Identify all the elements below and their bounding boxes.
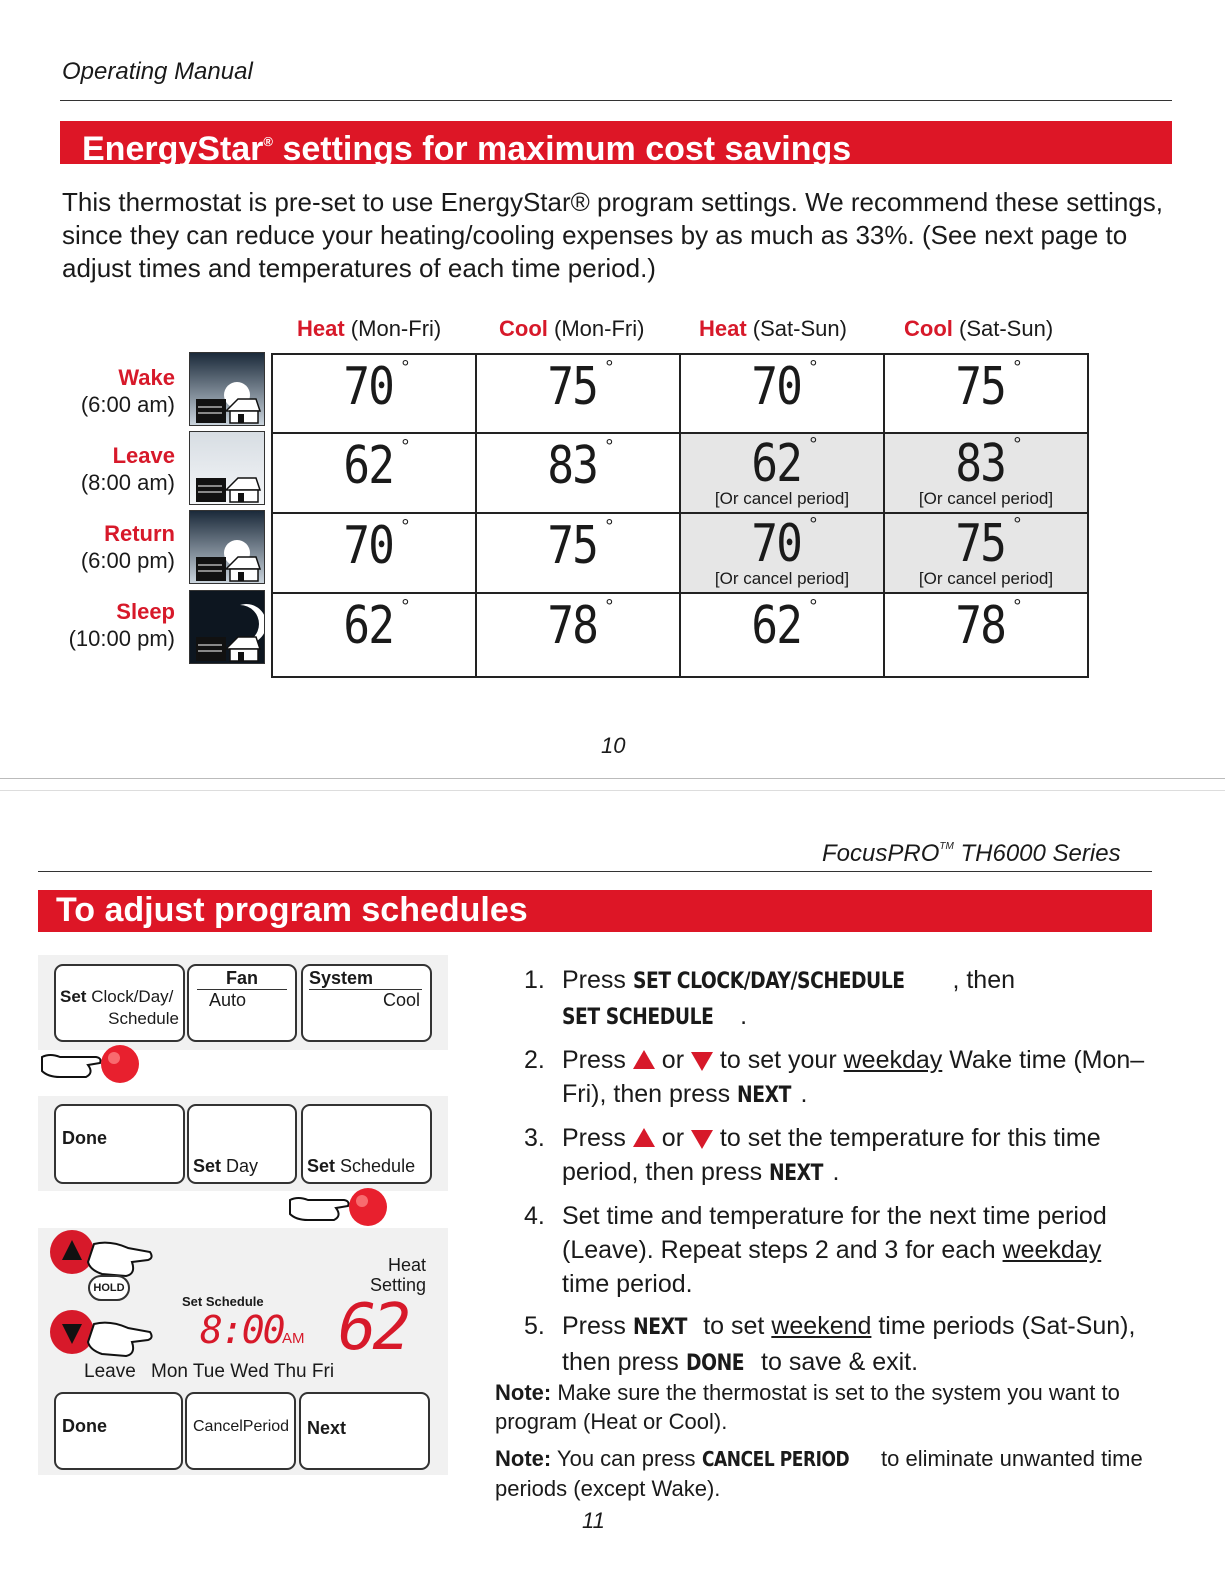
table-cell bbox=[885, 594, 1087, 676]
schedule-time-display: 8:00 bbox=[200, 1308, 284, 1352]
set-schedule-indicator: Set Schedule bbox=[182, 1294, 264, 1309]
column-days: (Mon-Fri) bbox=[344, 316, 442, 341]
setting-label: Setting bbox=[369, 1275, 426, 1295]
note-system bbox=[495, 1378, 1155, 1436]
cancel-period-button[interactable]: CancelPeriod bbox=[185, 1392, 296, 1470]
note-label: Note: bbox=[495, 1446, 552, 1471]
table-cell bbox=[477, 434, 681, 514]
table-cell bbox=[477, 355, 681, 434]
house-sunset-icon bbox=[189, 510, 265, 584]
period-leave bbox=[40, 442, 175, 496]
column-heat-weekday bbox=[297, 316, 441, 342]
down-arrow-icon bbox=[691, 1052, 713, 1071]
house-moon-icon bbox=[189, 590, 265, 664]
registered-mark: ® bbox=[263, 134, 273, 149]
table-cell bbox=[477, 594, 681, 676]
step-4 bbox=[524, 1199, 1154, 1301]
header-rule bbox=[38, 871, 1152, 872]
set-schedule-button[interactable] bbox=[301, 1104, 432, 1184]
column-cool-weekday bbox=[499, 316, 644, 342]
step-5 bbox=[524, 1309, 1154, 1381]
page-divider bbox=[0, 778, 1225, 779]
hold-button[interactable]: HOLD bbox=[88, 1275, 130, 1301]
set-clock-day-schedule-button[interactable] bbox=[54, 964, 185, 1042]
pointing-hand-icon bbox=[286, 1186, 396, 1233]
up-arrow-icon bbox=[633, 1128, 655, 1147]
column-heat-weekend bbox=[699, 316, 847, 342]
period-wake bbox=[40, 364, 175, 418]
temp-value: 70 bbox=[751, 357, 801, 417]
degree-symbol: ° bbox=[1013, 357, 1022, 379]
degree-symbol: ° bbox=[1013, 434, 1022, 456]
table-cell bbox=[681, 355, 885, 434]
step-text: Press or to set your weekday Wake time (Mon–Fri), then press NEXT . bbox=[562, 1046, 1145, 1108]
cancel-period-note: [Or cancel period] bbox=[714, 569, 850, 588]
degree-symbol: ° bbox=[809, 596, 818, 618]
temp-value: 83 bbox=[955, 434, 1005, 494]
period-time: (6:00 am) bbox=[80, 392, 175, 417]
cancel-period-note: [Or cancel period] bbox=[918, 569, 1054, 588]
step-number: 5. bbox=[524, 1312, 545, 1340]
period-name: Leave bbox=[112, 443, 175, 468]
set-label: Set bbox=[307, 1156, 336, 1176]
degree-symbol: ° bbox=[809, 434, 818, 456]
temp-value: 75 bbox=[955, 357, 1005, 417]
adjust-schedules-banner: To adjust program schedules bbox=[38, 890, 1152, 932]
degree-symbol: ° bbox=[809, 357, 818, 379]
intro-paragraph: This thermostat is pre-set to use EnergyStar® program settings. We recommend these settings, since they can reduce your heating/cooling expenses by as much as 33%. (See next page to adjust times and temperatures of each time period.) bbox=[62, 187, 1164, 283]
temp-value: 78 bbox=[547, 596, 597, 656]
cancel-period-note: [Or cancel period] bbox=[918, 489, 1054, 508]
fan-label: Fan bbox=[197, 966, 287, 990]
temp-value: 83 bbox=[547, 436, 597, 496]
trademark-mark: TM bbox=[939, 841, 954, 852]
temp-value: 70 bbox=[343, 516, 393, 576]
degree-symbol: ° bbox=[605, 596, 614, 618]
temp-value: 70 bbox=[343, 357, 393, 417]
temp-value: 78 bbox=[955, 596, 1005, 656]
system-label: System bbox=[309, 966, 422, 990]
house-day-icon bbox=[189, 431, 265, 505]
temp-value: 75 bbox=[547, 516, 597, 576]
column-mode: Cool bbox=[904, 316, 953, 341]
setpoint-temp-display: 62 bbox=[338, 1291, 408, 1365]
series-header bbox=[822, 840, 1121, 868]
note-cancel-period: Note: You can press CANCEL PERIOD to eliminate unwanted time periods (except Wake). bbox=[495, 1446, 1143, 1501]
done-button[interactable]: Done bbox=[54, 1392, 183, 1470]
step-3 bbox=[524, 1121, 1154, 1191]
system-button[interactable] bbox=[301, 964, 432, 1042]
fan-button[interactable] bbox=[187, 964, 297, 1042]
period-time: (8:00 am) bbox=[80, 470, 175, 495]
period-name: Sleep bbox=[116, 599, 175, 624]
note-text: Make sure the thermostat is set to the system you want to program (Heat or Cool). bbox=[495, 1380, 1120, 1434]
clock-label: Clock/Day/ bbox=[86, 987, 174, 1006]
heat-label: Heat bbox=[387, 1255, 426, 1275]
column-days: (Sat-Sun) bbox=[952, 316, 1054, 341]
banner-title: EnergyStar bbox=[82, 130, 264, 168]
manual-header: Operating Manual bbox=[62, 58, 253, 85]
degree-symbol: ° bbox=[401, 436, 410, 458]
energystar-temperature-table bbox=[271, 353, 1089, 678]
table-cell bbox=[885, 514, 1087, 594]
page-number: 10 bbox=[601, 733, 626, 758]
day-label: Day bbox=[221, 1156, 259, 1176]
degree-symbol: ° bbox=[401, 596, 410, 618]
step-text: Set time and temperature for the next time period (Leave). Repeat steps 2 and 3 for each weekday time period. bbox=[562, 1202, 1107, 1298]
table-cell bbox=[273, 355, 477, 434]
step-number: 3. bbox=[524, 1124, 545, 1152]
down-arrow-icon bbox=[691, 1130, 713, 1149]
step-text: Press or to set the temperature for this time period, then press NEXT . bbox=[562, 1124, 1101, 1186]
next-button[interactable]: Next bbox=[299, 1392, 430, 1470]
cancel-period-note: [Or cancel period] bbox=[714, 489, 850, 508]
temp-value: 62 bbox=[751, 434, 801, 494]
pointing-hand-icon bbox=[38, 1043, 148, 1090]
set-label: Set bbox=[193, 1156, 222, 1176]
period-return bbox=[40, 520, 175, 574]
heat-setting-label bbox=[366, 1255, 426, 1295]
step-2 bbox=[524, 1043, 1154, 1113]
days-display: Mon Tue Wed Thu Fri bbox=[151, 1361, 335, 1382]
degree-symbol: ° bbox=[1013, 596, 1022, 618]
banner-title-rest: settings for maximum cost savings bbox=[273, 130, 852, 168]
table-cell bbox=[885, 355, 1087, 434]
step-number: 1. bbox=[524, 966, 545, 994]
set-label: Set bbox=[60, 987, 87, 1006]
degree-symbol: ° bbox=[605, 357, 614, 379]
table-cell bbox=[273, 434, 477, 514]
table-cell bbox=[273, 594, 477, 676]
energystar-banner bbox=[60, 121, 1172, 168]
step-text: Press NEXT to set weekend time periods (Sat-Sun), then press DONE to save & exit. bbox=[562, 1312, 1136, 1376]
column-mode: Heat bbox=[297, 316, 345, 341]
degree-symbol: ° bbox=[809, 514, 818, 536]
temp-value: 62 bbox=[343, 436, 393, 496]
period-name: Return bbox=[104, 521, 175, 546]
system-value: Cool bbox=[382, 990, 420, 1010]
instruction-steps bbox=[524, 963, 1154, 1389]
step-1 bbox=[524, 963, 1154, 1035]
temp-value: 62 bbox=[343, 596, 393, 656]
degree-symbol: ° bbox=[605, 516, 614, 538]
step-number: 4. bbox=[524, 1202, 545, 1230]
column-mode: Cool bbox=[499, 316, 548, 341]
column-days: (Mon-Fri) bbox=[547, 316, 645, 341]
table-cell bbox=[273, 514, 477, 594]
note-label: Note: bbox=[495, 1380, 552, 1405]
ampm-display: AM bbox=[282, 1330, 305, 1347]
schedule-label: Schedule bbox=[335, 1156, 416, 1176]
column-days: (Sat-Sun) bbox=[746, 316, 847, 341]
period-name: Wake bbox=[118, 365, 175, 390]
step-number: 2. bbox=[524, 1046, 545, 1074]
temp-value: 70 bbox=[751, 514, 801, 574]
temp-value: 75 bbox=[547, 357, 597, 417]
table-cell bbox=[681, 594, 885, 676]
fan-value: Auto bbox=[209, 990, 247, 1010]
column-mode: Heat bbox=[699, 316, 747, 341]
temp-value: 62 bbox=[751, 596, 801, 656]
period-sleep bbox=[40, 598, 175, 652]
period-display: Leave bbox=[84, 1361, 136, 1382]
temp-value: 75 bbox=[955, 514, 1005, 574]
period-time: (6:00 pm) bbox=[80, 548, 175, 573]
set-day-button[interactable] bbox=[187, 1104, 297, 1184]
done-button[interactable]: Done bbox=[54, 1104, 185, 1184]
period-time: (10:00 pm) bbox=[68, 626, 175, 651]
up-arrow-icon bbox=[633, 1050, 655, 1069]
series-name: FocusPRO bbox=[822, 840, 940, 867]
table-cell bbox=[885, 434, 1087, 514]
schedule-label: Schedule bbox=[108, 1009, 179, 1028]
series-model: TH6000 Series bbox=[953, 840, 1121, 867]
table-cell bbox=[681, 434, 885, 514]
house-sunrise-icon bbox=[189, 352, 265, 426]
page-divider bbox=[0, 790, 1225, 791]
step-text: Press SET CLOCK/DAY/SCHEDULE , then SET SCHEDULE . bbox=[562, 966, 1016, 1030]
table-cell bbox=[681, 514, 885, 594]
page-number: 11 bbox=[582, 1508, 605, 1533]
column-cool-weekend bbox=[904, 316, 1053, 342]
degree-symbol: ° bbox=[605, 436, 614, 458]
table-cell bbox=[477, 514, 681, 594]
degree-symbol: ° bbox=[401, 516, 410, 538]
header-rule bbox=[60, 100, 1172, 101]
degree-symbol: ° bbox=[401, 357, 410, 379]
degree-symbol: ° bbox=[1013, 514, 1022, 536]
